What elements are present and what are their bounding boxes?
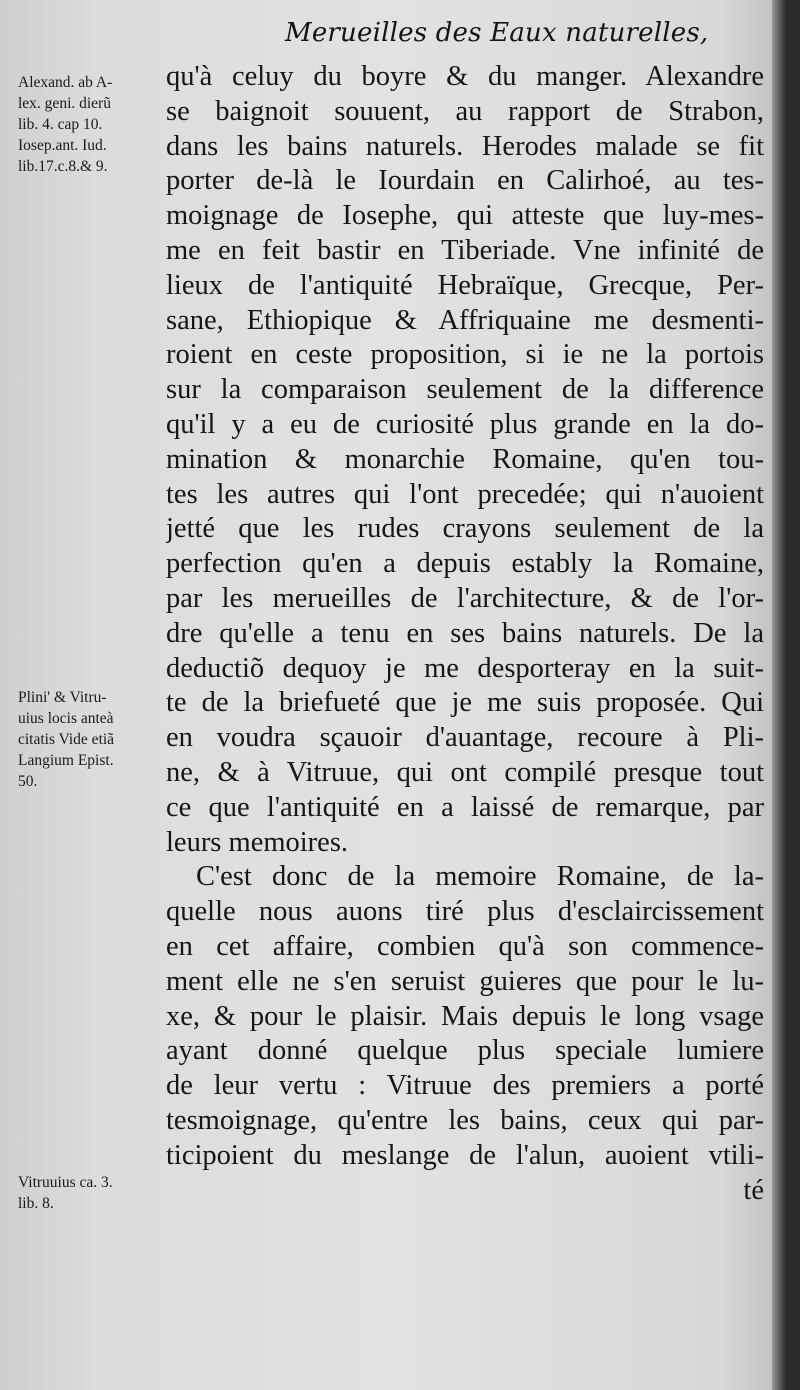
text-line: me en feit bastir en Tiberiade. Vne infinité de	[166, 234, 764, 266]
text-line: porter de-là le Iourdain en Calirhoé, au tes-	[166, 165, 764, 197]
text-line: dre qu'elle a tenu en ses bains naturels. De la	[166, 617, 764, 649]
text-line: deductiõ dequoy je me desporteray en la suit-	[166, 652, 764, 684]
margin-note-pliny-vitruvius	[18, 687, 166, 792]
text-line: lieux de l'antiquité Hebraïque, Grecque, Per-	[166, 269, 764, 301]
text-line: en cet affaire, combien qu'à son commence-	[166, 930, 764, 962]
running-head: Merueilles des Eaux naturelles,	[285, 18, 709, 48]
body-text	[166, 60, 764, 1208]
text-line: tes les autres qui l'ont precedée; qui n'auoient	[166, 478, 764, 510]
margin-note-line: 50.	[18, 773, 38, 790]
text-line: en voudra sçauoir d'auantage, recoure à Pli-	[166, 722, 764, 754]
margin-note-line: citatis Vide etiã	[18, 731, 115, 748]
text-line: dans les bains naturels. Herodes malade se fit	[166, 130, 764, 162]
text-line: ment elle ne s'en seruist guieres que pour le lu-	[166, 965, 764, 997]
text-line: tesmoignage, qu'entre les bains, ceux qui par-	[166, 1104, 764, 1136]
text-line: de leur vertu : Vitruue des premiers a porté	[166, 1070, 764, 1102]
text-line: par les merueilles de l'architecture, & de l'or-	[166, 582, 764, 614]
margin-note-line: lib.17.c.8.& 9.	[18, 158, 108, 175]
text-line: xe, & pour le plaisir. Mais depuis le long vsage	[166, 1000, 764, 1032]
page-edge-shadow	[772, 0, 786, 1390]
text-line: mination & monarchie Romaine, qu'en tou-	[166, 443, 764, 475]
text-line: quelle nous auons tiré plus d'esclaircissement	[166, 896, 764, 928]
margin-note-line: lex. geni. dierũ	[18, 95, 111, 112]
text-line: moignage de Iosephe, qui atteste que luy-mes-	[166, 200, 764, 232]
margin-note-vitruvius	[18, 1172, 166, 1214]
text-line: leurs memoires.	[166, 826, 349, 858]
margin-note-alexander-josephus	[18, 72, 166, 177]
text-line: ne, & à Vitruue, qui ont compilé presque tout	[166, 756, 764, 788]
text-line: qu'il y a eu de curiosité plus grande en la do-	[166, 408, 764, 440]
text-line: sur la comparaison seulement de la difference	[166, 374, 764, 406]
margin-note-line: Plini' & Vitru-	[18, 689, 107, 706]
text-line: roient en ceste proposition, si ie ne la portois	[166, 339, 764, 371]
text-line: jetté que les rudes crayons seulement de la	[166, 513, 764, 545]
text-line: te de la briefueté que je me suis proposée. Qui	[166, 687, 764, 719]
margin-note-line: lib. 8.	[18, 1195, 54, 1212]
text-line: se baignoit souuent, au rapport de Strabon,	[166, 95, 764, 127]
margin-note-line: Vitruuius ca. 3.	[18, 1174, 113, 1191]
text-line: perfection qu'en a depuis estably la Romaine,	[166, 548, 764, 580]
margin-note-line: lib. 4. cap 10.	[18, 116, 103, 133]
margin-note-line: Alexand. ab A-	[18, 74, 113, 91]
text-line: ticipoient du meslange de l'alun, auoient vtili-	[166, 1139, 764, 1171]
text-line: sane, Ethiopique & Affriquaine me desmenti-	[166, 304, 764, 336]
margin-note-line: Iosep.ant. Iud.	[18, 137, 107, 154]
text-line: ayant donné quelque plus speciale lumiere	[166, 1035, 764, 1067]
margin-note-line: Langium Epist.	[18, 752, 114, 769]
text-line: ce que l'antiquité en a laissé de remarque, par	[166, 791, 764, 823]
text-line: qu'à celuy du boyre & du manger. Alexandre	[166, 61, 764, 92]
catchword: té	[743, 1174, 764, 1206]
text-line-paragraph-start: C'est donc de la memoire Romaine, de la-	[196, 861, 764, 893]
margin-note-line: uius locis anteà	[18, 710, 114, 727]
